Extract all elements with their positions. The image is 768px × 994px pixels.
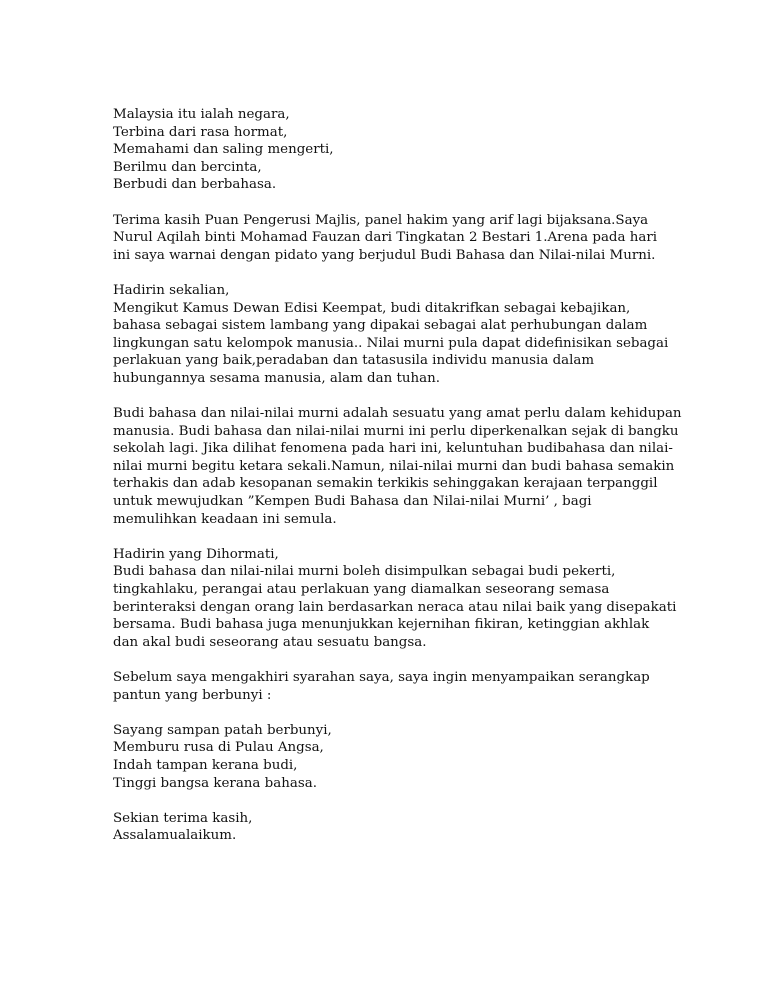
text-line: perlakuan yang baik,peradaban dan tatasusila individu manusia dalam [113, 353, 595, 369]
paragraph [113, 810, 673, 845]
text-line: berinteraksi dengan orang lain berdasarkan neraca atau nilai baik yang disepakati [113, 599, 677, 615]
text-line: Mengikut Kamus Dewan Edisi Keempat, budi ditakrifkan sebagai kebajikan, [113, 300, 631, 316]
text-line: Sekian terima kasih, [113, 810, 253, 826]
text-line: Terbina dari rasa hormat, [113, 124, 288, 140]
paragraph [113, 212, 673, 265]
text-line: lingkungan satu kelompok manusia.. Nilai murni pula dapat didefinisikan sebagai [113, 335, 669, 351]
paragraph [113, 722, 673, 792]
text-line: hubungannya sesama manusia, alam dan tuhan. [113, 370, 440, 386]
text-line: bahasa sebagai sistem lambang yang dipakai sebagai alat perhubungan dalam [113, 318, 648, 334]
text-line: Malaysia itu ialah negara, [113, 107, 290, 122]
text-line: nilai murni begitu ketara sekali.Namun, nilai-nilai murni dan budi bahasa semakin [113, 458, 675, 474]
text-line: Nurul Aqilah binti Mohamad Fauzan dari Tingkatan 2 Bestari 1.Arena pada hari [113, 230, 658, 246]
text-line: tingkahlaku, perangai atau perlakuan yang diamalkan seseorang semasa [113, 582, 610, 598]
text-line: Budi bahasa dan nilai-nilai murni adalah sesuatu yang amat perlu dalam kehidupan [113, 406, 682, 422]
text-line: ini saya warnai dengan pidato yang berjudul Budi Bahasa dan Nilai-nilai Murni. [113, 247, 656, 263]
text-line: Budi bahasa dan nilai-nilai murni boleh disimpulkan sebagai budi pekerti, [113, 564, 616, 580]
text-line: Indah tampan kerana budi, [113, 757, 298, 773]
paragraph [113, 106, 673, 194]
text-line: pantun yang berbunyi : [113, 687, 272, 703]
text-line: Memahami dan saling mengerti, [113, 142, 334, 158]
text-line: Sebelum saya mengakhiri syarahan saya, saya ingin menyampaikan serangkap [113, 670, 650, 685]
paragraph [113, 282, 673, 388]
document-body [113, 106, 682, 863]
text-line: terhakis dan adab kesopanan semakin terkikis sehinggakan kerajaan terpanggil [113, 476, 658, 492]
text-line: memulihkan keadaan ini semula. [113, 511, 337, 527]
text-line: Assalamualaikum. [113, 828, 237, 844]
text-line: Sayang sampan patah berbunyi, [113, 722, 332, 738]
text-line: Berbudi dan berbahasa. [113, 177, 277, 193]
text-line: Tinggi bangsa kerana bahasa. [113, 775, 317, 791]
text-line: Berilmu dan bercinta, [113, 159, 262, 175]
text-line: untuk mewujudkan ”Kempen Budi Bahasa dan Nilai-nilai Murni’ , bagi [113, 494, 592, 510]
paragraph [113, 546, 677, 652]
text-line: Memburu rusa di Pulau Angsa, [113, 740, 324, 756]
text-line: sekolah lagi. Jika dilihat fenomena pada hari ini, keluntuhan budibahasa dan nilai- [113, 441, 673, 457]
text-line: dan akal budi seseorang atau sesuatu bangsa. [113, 634, 427, 650]
paragraph [113, 405, 682, 528]
paragraph [113, 669, 673, 704]
text-line: manusia. Budi bahasa dan nilai-nilai murni ini perlu diperkenalkan sejak di bangku [113, 423, 679, 439]
text-line: Hadirin yang Dihormati, [113, 546, 279, 562]
text-line: Hadirin sekalian, [113, 282, 230, 298]
text-line: Terima kasih Puan Pengerusi Majlis, panel hakim yang arif lagi bijaksana.Saya [113, 212, 649, 228]
text-line: bersama. Budi bahasa juga menunjukkan kejernihan fikiran, ketinggian akhlak [113, 617, 650, 633]
